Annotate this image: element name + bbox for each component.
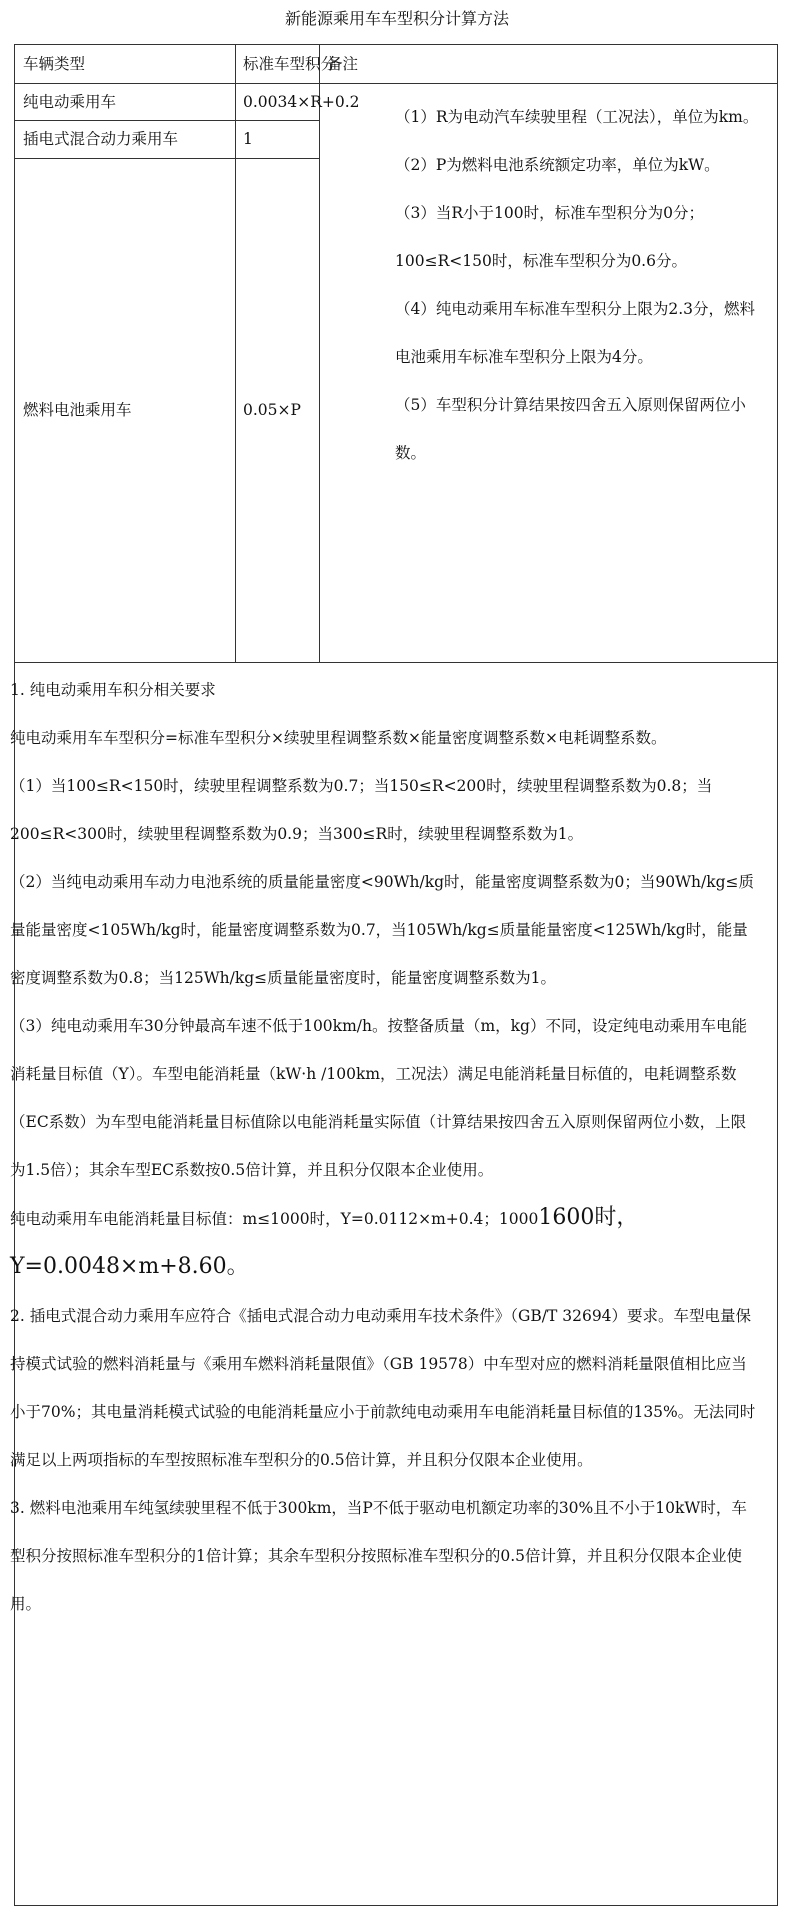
column-divider [319,45,320,663]
requirement-paragraph: 3. 燃料电池乘用车纯氢续驶里程不低于300km，当P不低于驱动电机额定功率的30%且不小于10kW时，车型积分按照标准车型积分的1倍计算；其余车型积分按照标准车型积分的0.5倍计算，并且积分仅限本企业使用。 [10,1499,747,1613]
row-fcev-type: 燃料电池乘用车 [23,401,132,419]
note-item: （1）R为电动汽车续驶里程（工况法），单位为km。 [395,108,759,126]
column-divider [235,45,236,663]
note-item: （2）P为燃料电池系统额定功率，单位为kW。 [395,156,720,174]
row-phev-score: 1 [243,130,253,148]
row-fcev-score: 0.05×P [243,401,301,419]
requirement-paragraph: （1）当100≤R<150时，续驶里程调整系数为0.7；当150≤R<200时，续驶里程调整系数为0.8；当200≤R<300时，续驶里程调整系数为0.9；当300≤R时，续驶里程调整系数为1。 [10,777,713,843]
header-vehicle-type: 车辆类型 [23,55,86,73]
requirement-paragraph: （3）纯电动乘用车30分钟最高车速不低于100km/h。按整备质量（m，kg）不同，设定纯电动乘用车电能消耗量目标值（Y）。车型电能消耗量（kW·h /100km，工况法）满足电能消耗量目标值的，电耗调整系数（EC系数）为车型电能消耗量目标值除以电能消耗量实际值（计算结果按四舍五入原则保留两位小数，上限为1.5倍）；其余车型EC系数按0.5倍计算，并且积分仅限本企业使用。 [10,1017,747,1179]
target-formula-large: Y=0.0048×m+8.60。 [10,1254,249,1279]
row-bev-score: 0.0034×R+0.2 [243,92,360,111]
header-standard-score: 标准车型积分 [243,55,337,73]
target-text-large: 1600时， [538,1205,639,1230]
requirements-section [10,666,758,1628]
requirement-heading: 1. 纯电动乘用车积分相关要求 [10,681,216,699]
notes-cell [395,93,759,477]
table-bottom-divider [15,662,777,663]
note-item: （3）当R小于100时，标准车型积分为0分；100≤R<150时，标准车型积分为0.6分。 [395,204,704,270]
requirement-paragraph [10,1194,758,1292]
requirement-paragraph: 2. 插电式混合动力乘用车应符合《插电式混合动力电动乘用车技术条件》（GB/T 32694）要求。车型电量保持模式试验的燃料消耗量与《乘用车燃料消耗量限值》（GB 19578）中车型对应的燃料消耗量限值相比应当小于70%；其电量消耗模式试验的电能消耗量应小于前款纯电动乘用车电能消耗量目标值的135%。无法同时满足以上两项指标的车型按照标准车型积分的0.5倍计算，并且积分仅限本企业使用。 [10,1307,756,1469]
page-title: 新能源乘用车车型积分计算方法 [284,9,509,28]
header-notes: 备注 [327,55,359,73]
requirement-paragraph: 纯电动乘用车车型积分=标准车型积分×续驶里程调整系数×能量密度调整系数×电耗调整系数。 [10,729,667,747]
row-phev-type: 插电式混合动力乘用车 [23,130,179,148]
row-bev-type: 纯电动乘用车 [23,92,117,111]
note-item: （4）纯电动乘用车标准车型积分上限为2.3分，燃料电池乘用车标准车型积分上限为4分。 [395,300,756,366]
target-text: 纯电动乘用车电能消耗量目标值：m≤1000时，Y=0.0112×m+0.4；1000 [10,1210,539,1228]
row-divider [15,83,777,84]
requirement-paragraph: （2）当纯电动乘用车动力电池系统的质量能量密度<90Wh/kg时，能量密度调整系数为0；当90Wh/kg≤质量能量密度<105Wh/kg时，能量密度调整系数为0.7，当105Wh/kg≤质量能量密度<125Wh/kg时，能量密度调整系数为0.8；当125Wh/kg≤质量能量密度时，能量密度调整系数为1。 [10,873,755,987]
note-item: （5）车型积分计算结果按四舍五入原则保留两位小数。 [395,396,746,462]
